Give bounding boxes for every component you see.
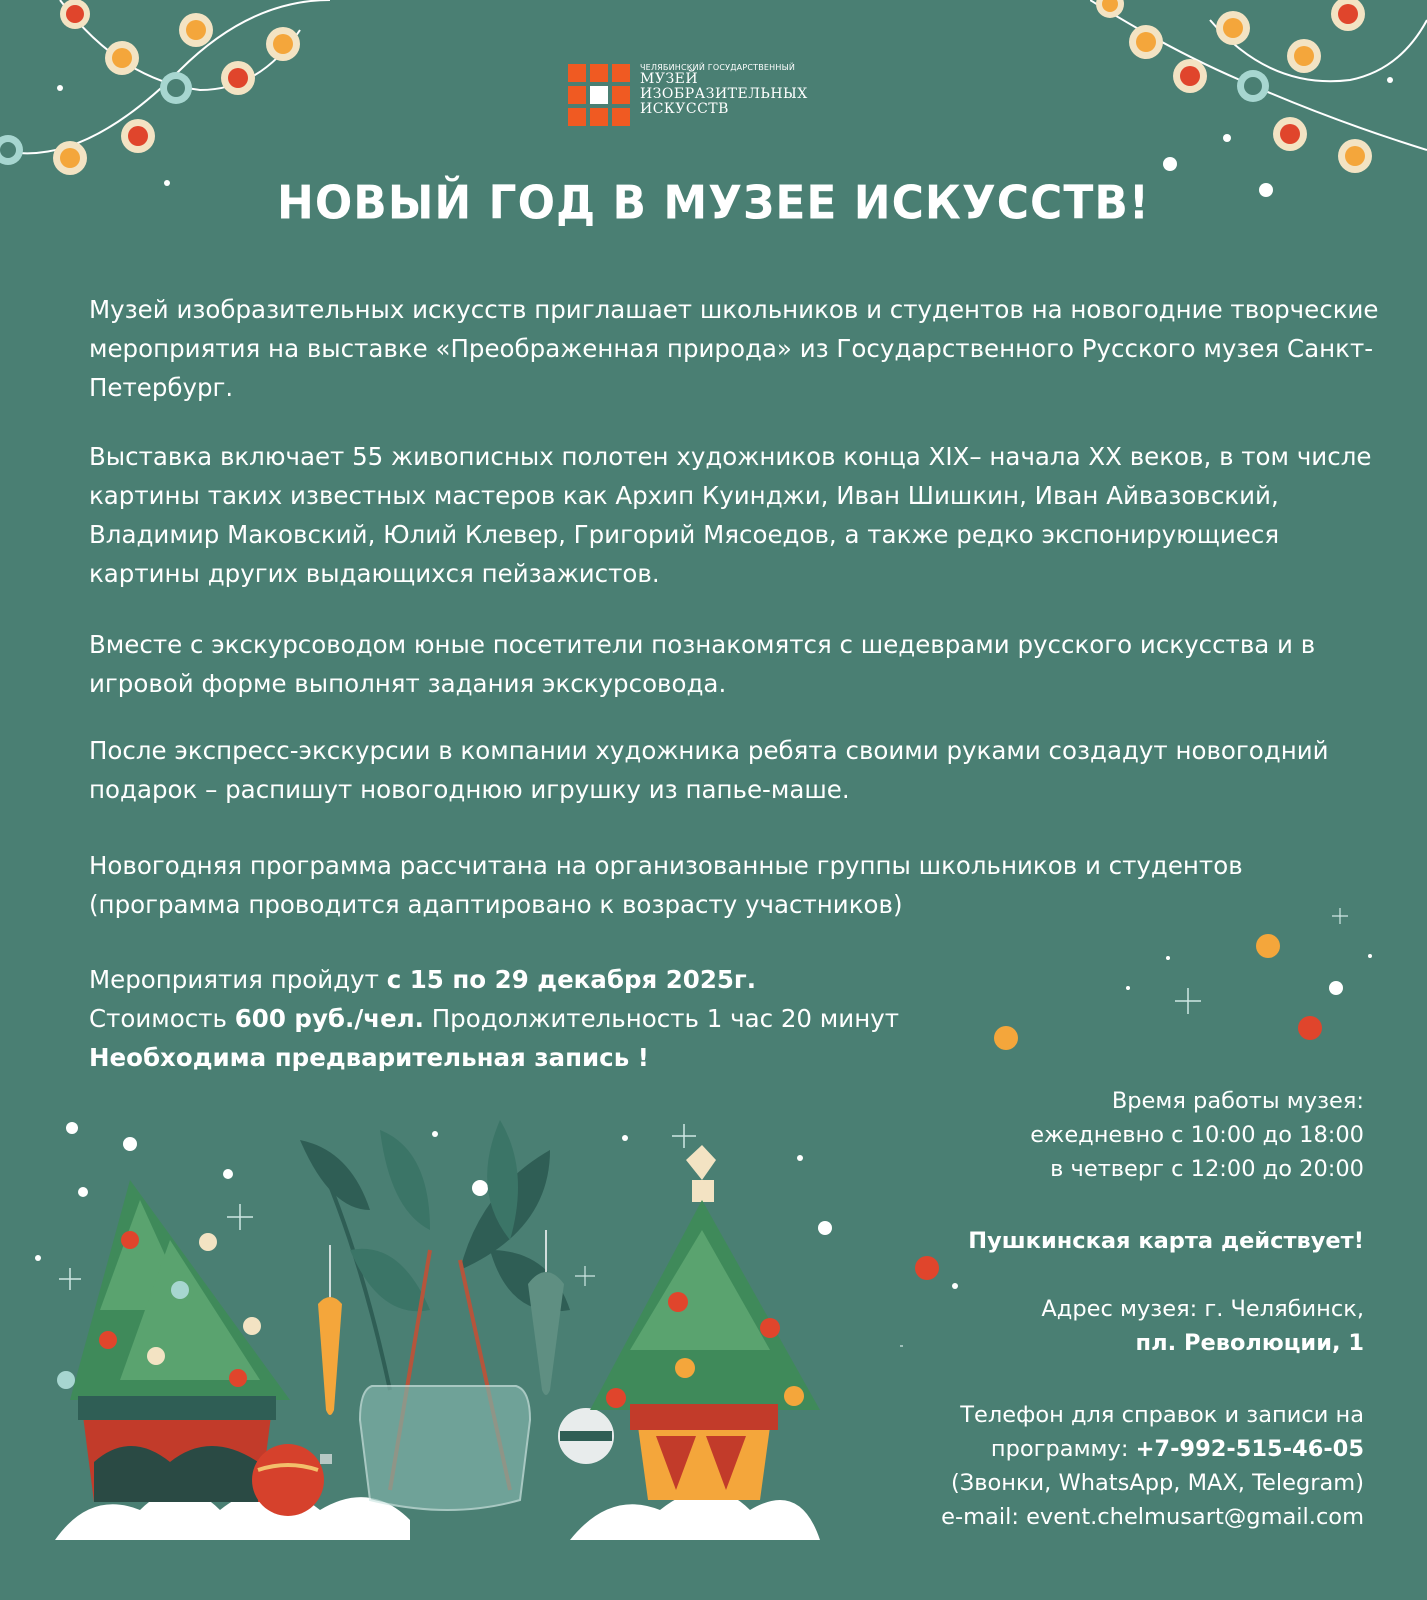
phone-label-1: Телефон для справок и записи на (960, 1402, 1364, 1428)
event-dates: с 15 по 29 декабря 2025г. (386, 965, 757, 994)
paragraph-workshop: После экспресс-экскурсии в компании художника ребята своими руками создадут новогодний подарок – распишут новогоднюю игрушку из папье-маше. (89, 736, 1329, 804)
christmas-illustration (30, 1090, 860, 1560)
email-link[interactable]: e-mail: event.chelmusart@gmail.com (941, 1504, 1364, 1530)
paragraph-program: Новогодняя программа рассчитана на организованные группы школьников и студентов (программа проводится адаптировано к возрасту участников) (89, 851, 1243, 919)
logo-line-3: ИСКУССТВ (640, 100, 729, 117)
logo-small-line: ЧЕЛЯБИНСКИЙ ГОСУДАРСТВЕННЫЙ (640, 63, 796, 72)
phone-label-2: программу: (990, 1436, 1136, 1462)
messengers: (Звонки, WhatsApp, MAX, Telegram) (951, 1470, 1364, 1496)
address-label: Адрес музея: г. Челябинск, (1041, 1296, 1364, 1322)
garland-right (1090, 0, 1427, 200)
event-cost: 600 руб./чел. (234, 1004, 424, 1033)
phone-number[interactable]: +7-992-515-46-05 (1135, 1436, 1364, 1462)
contacts (804, 1398, 1364, 1534)
page-title: НОВЫЙ ГОД В МУЗЕЕ ИСКУССТВ! (277, 176, 1150, 231)
museum-logo (568, 64, 808, 126)
hours-label: Время работы музея: (1111, 1088, 1364, 1114)
event-registration: Необходима предварительная запись ! (89, 1043, 649, 1072)
logo-line-1: МУЗЕЙ (640, 71, 699, 88)
paragraph-guide: Вместе с экскурсоводом юные посетители познакомятся с шедеврами русского искусства и в игровой форме выполнят задания экскурсовода. (89, 630, 1316, 698)
event-duration: Продолжительность 1 час 20 минут (423, 1004, 900, 1033)
event-cost-prefix: Стоимость (89, 1004, 235, 1033)
garland-left (0, 0, 360, 200)
museum-address (804, 1292, 1364, 1360)
ornaments-right (960, 900, 1380, 1080)
paragraph-intro: Музей изобразительных искусств приглашает школьников и студентов на новогодние творческие мероприятия на выставке «Преображенная природа» из Государственного Русского музея Санкт-Петербург. (89, 295, 1379, 402)
logo-line-2: ИЗОБРАЗИТЕЛЬНЫХ (640, 86, 808, 103)
logo-text (640, 64, 808, 116)
hours-thursday: в четверг с 12:00 до 20:00 (1050, 1156, 1364, 1182)
hours-daily: ежедневно с 10:00 до 18:00 (1030, 1122, 1364, 1148)
event-dates-prefix: Мероприятия пройдут (89, 965, 387, 994)
pushkin-card-note: Пушкинская карта действует! (968, 1228, 1364, 1254)
paragraph-exhibition: Выставка включает 55 живописных полотен художников конца XIX– начала XX веков, в том числе картины таких известных мастеров как Архип Куинджи, Иван Шишкин, Иван Айвазовский, Владимир Маковский, Юлий Клевер, Григорий Мясоедов, а также редко экспонирующиеся картины других выдающихся пейзажистов. (89, 442, 1372, 588)
phone-line (804, 1432, 1364, 1466)
logo-mark-icon (568, 64, 630, 126)
opening-hours (804, 1084, 1364, 1186)
address-street: пл. Революции, 1 (1135, 1330, 1364, 1356)
ornament-small (900, 1250, 980, 1370)
